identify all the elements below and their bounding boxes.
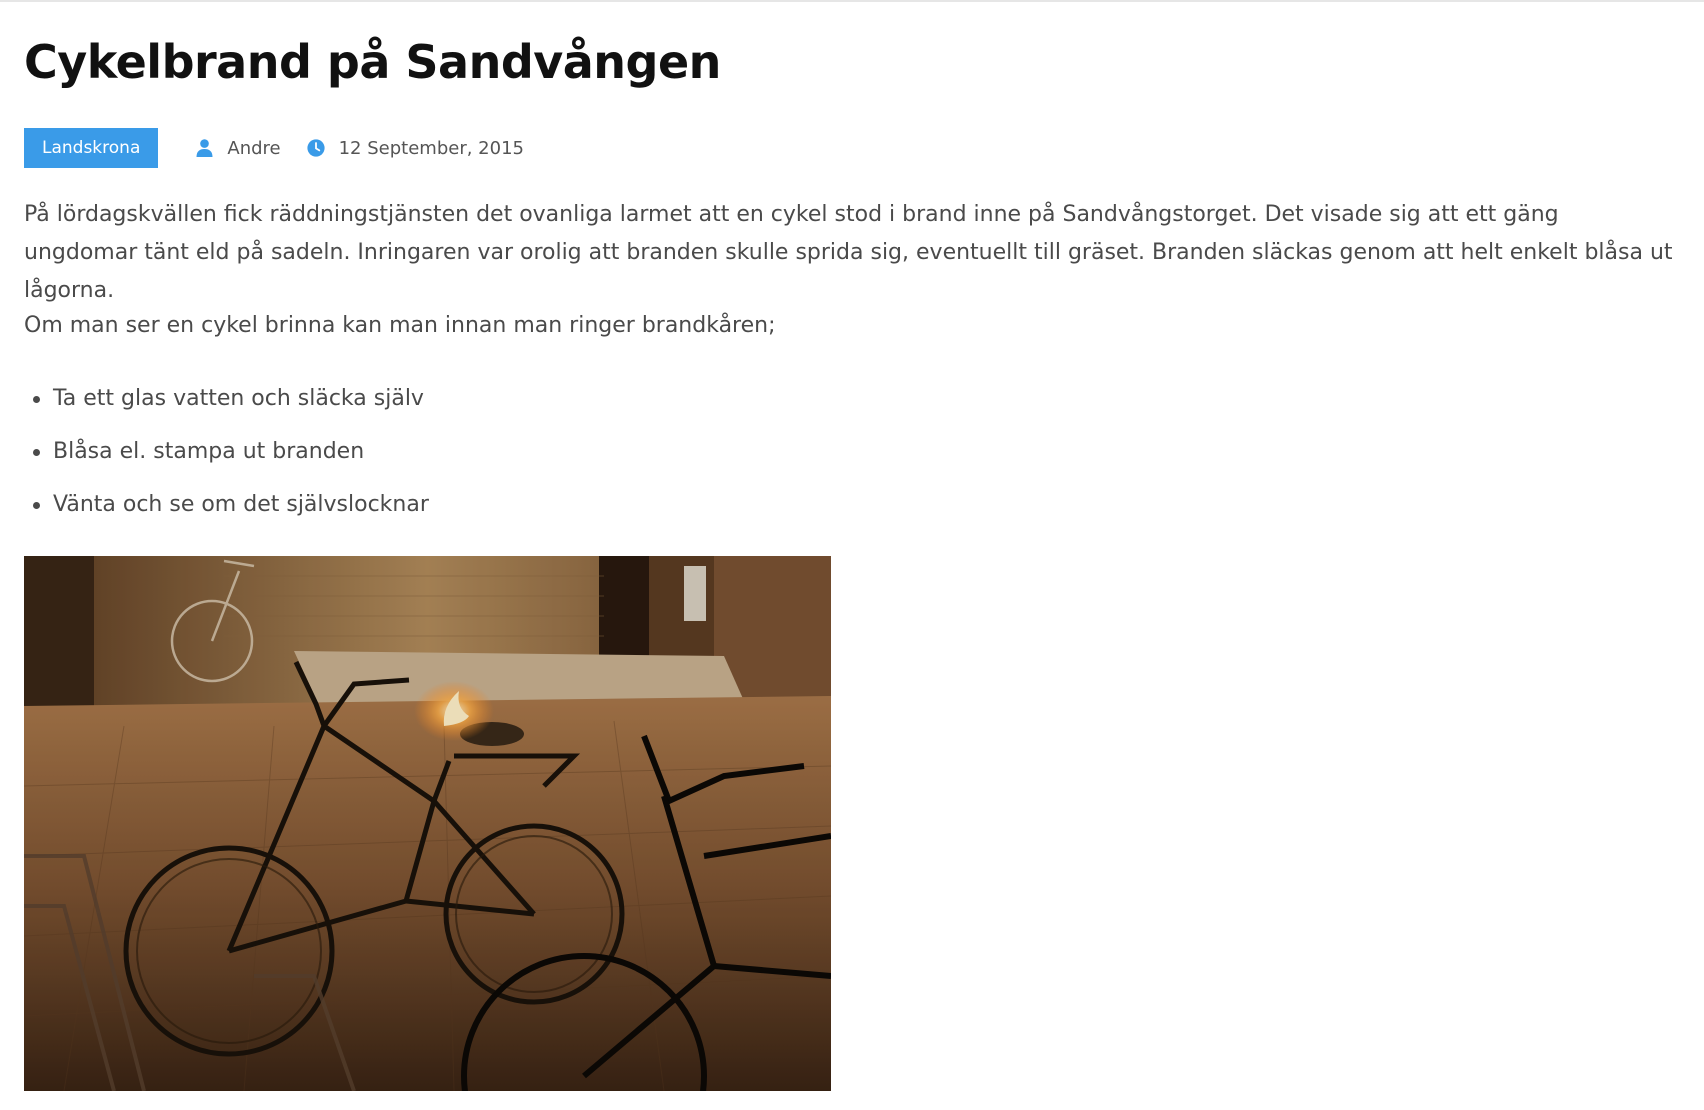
- bullet-icon: [33, 502, 40, 509]
- article-photo: [24, 556, 831, 1091]
- list-item-text: Vänta och se om det självslocknar: [53, 492, 429, 517]
- post-title: Cykelbrand på Sandvången: [24, 35, 721, 89]
- post-date: 12 September, 2015: [338, 137, 524, 159]
- list-item-text: Ta ett glas vatten och släcka själv: [53, 386, 424, 411]
- clock-icon: [307, 139, 325, 157]
- list-item-text: Blåsa el. stampa ut branden: [53, 439, 365, 464]
- paragraph-advice: Om man ser en cykel brinna kan man innan man ringer brandkåren;: [24, 313, 776, 338]
- list-item: [24, 486, 429, 539]
- bullet-icon: [33, 449, 40, 456]
- author-name[interactable]: Andre: [227, 137, 281, 159]
- user-icon: [196, 139, 213, 157]
- date-meta: [307, 138, 524, 159]
- category-badge[interactable]: Landskrona: [24, 128, 158, 168]
- author-meta[interactable]: [196, 138, 280, 159]
- top-divider: [0, 0, 1704, 2]
- advice-list: [24, 380, 429, 539]
- post-meta: [24, 128, 524, 168]
- bullet-icon: [33, 396, 40, 403]
- list-item: [24, 433, 429, 486]
- list-item: [24, 380, 429, 433]
- paragraph-intro: På lördagskvällen fick räddningstjänsten det ovanliga larmet att en cykel stod i brand inne på Sandvångstorget. Det visade sig att ett gäng ungdomar tänt eld på sadeln. Inringaren var orolig att branden skulle sprida sig, eventuellt till gräset. Branden släckas genom att helt enkelt blåsa ut lågorna.: [24, 202, 1673, 303]
